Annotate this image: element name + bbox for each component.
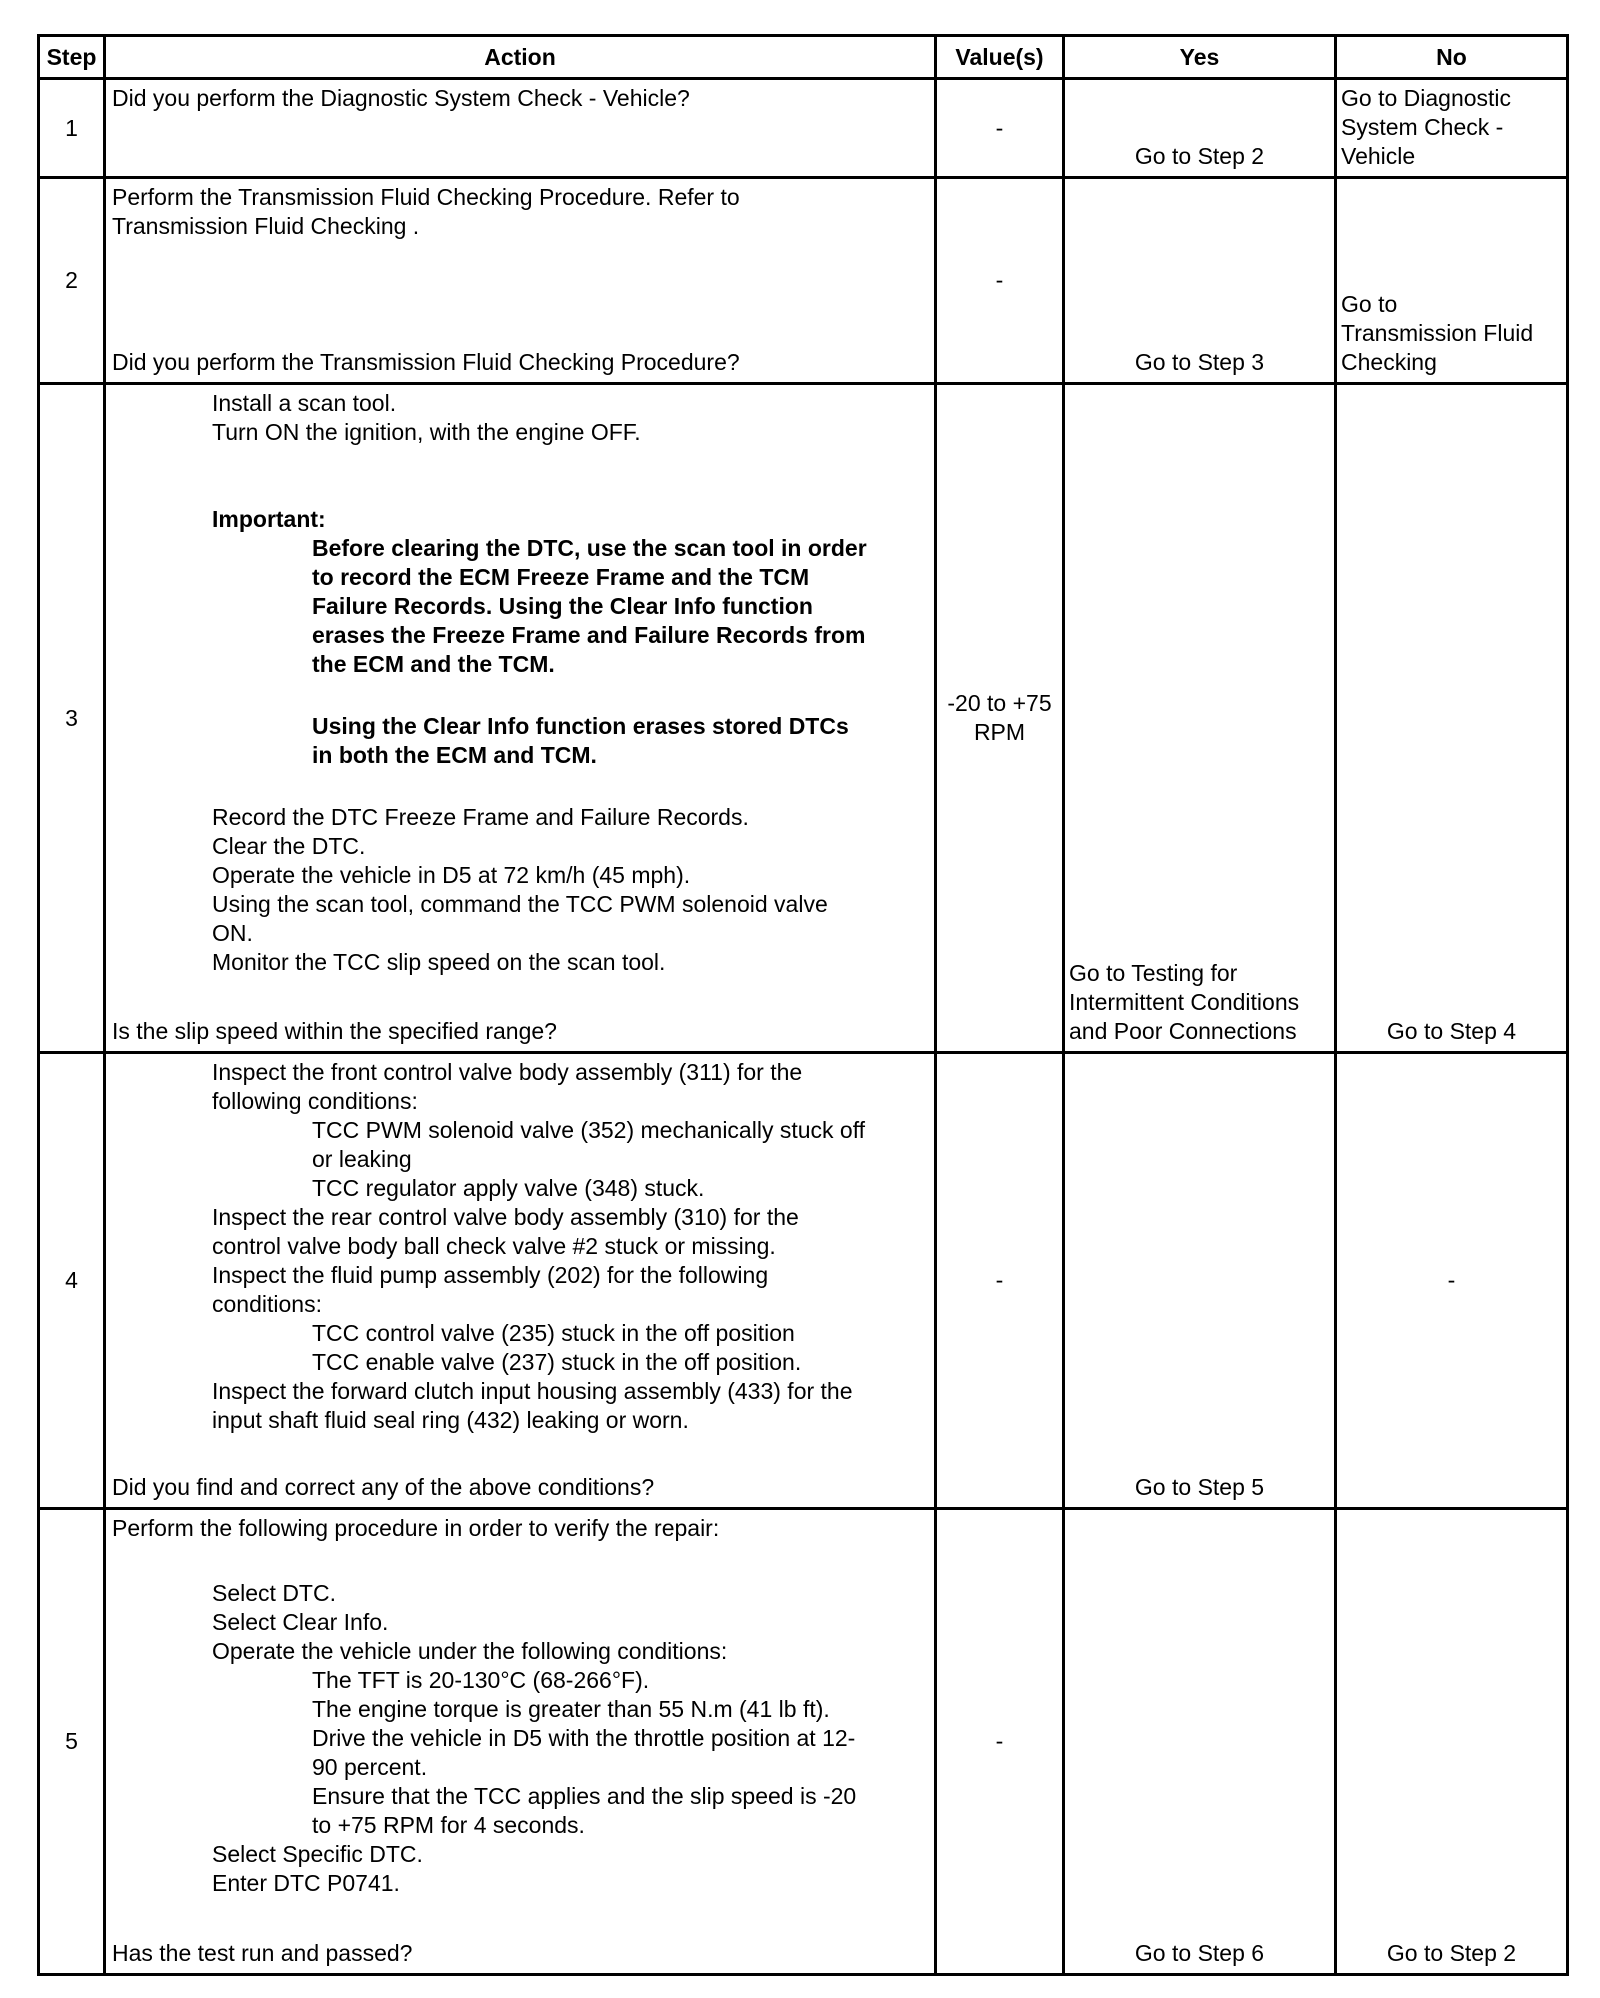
yes-goto: Go to Step 3 — [1134, 349, 1265, 375]
action-intro: Perform the Transmission Fluid Checking Procedure. Refer to — [112, 184, 740, 210]
header-no: No — [1336, 36, 1568, 79]
table-row-step-4 — [39, 1053, 1568, 1509]
yes-goto: Go to Step 6 — [1134, 1940, 1265, 1966]
no-cell — [1336, 79, 1568, 178]
action-substep: The engine torque is greater than 55 N.m (41 lb ft). — [312, 1696, 830, 1722]
action-step: input shaft fluid seal ring (432) leaking or worn. — [212, 1407, 689, 1433]
important-label: Important: — [212, 506, 326, 532]
action-intro: Transmission Fluid Checking . — [112, 213, 420, 239]
action-substep: TCC PWM solenoid valve (352) mechanically stuck off — [312, 1117, 866, 1143]
yes-cell — [1064, 178, 1336, 384]
action-cell — [105, 178, 936, 384]
action-step: Inspect the rear control valve body assembly (310) for the — [212, 1204, 799, 1230]
value-cell: - — [936, 1509, 1064, 1975]
value-unit: RPM — [973, 719, 1026, 745]
action-step: Inspect the forward clutch input housing assembly (433) for the — [212, 1378, 853, 1404]
no-goto-line: Go to Diagnostic — [1341, 85, 1512, 111]
action-step: Record the DTC Freeze Frame and Failure Records. — [212, 804, 749, 830]
action-intro: Perform the following procedure in order to verify the repair: — [112, 1515, 720, 1541]
yes-goto: Go to Step 5 — [1134, 1474, 1265, 1500]
yes-cell — [1064, 1053, 1336, 1509]
action-substep: to +75 RPM for 4 seconds. — [312, 1812, 585, 1838]
no-cell — [1336, 178, 1568, 384]
important-text: Using the Clear Info function erases stored DTCs — [312, 713, 849, 739]
yes-goto-line: and Poor Connections — [1069, 1018, 1297, 1044]
action-step: following conditions: — [212, 1088, 418, 1114]
action-question: Did you perform the Diagnostic System Check - Vehicle? — [112, 85, 690, 111]
action-step: Select DTC. — [212, 1580, 336, 1606]
important-text: the ECM and the TCM. — [312, 651, 555, 677]
action-substep: TCC enable valve (237) stuck in the off position. — [312, 1349, 802, 1375]
no-cell — [1336, 384, 1568, 1053]
action-substep: TCC regulator apply valve (348) stuck. — [312, 1175, 705, 1201]
value-cell: - — [936, 178, 1064, 384]
table-row-step-3 — [39, 384, 1568, 1053]
yes-goto: Go to Step 2 — [1134, 143, 1265, 169]
action-step: Operate the vehicle in D5 at 72 km/h (45 mph). — [212, 862, 691, 888]
important-text: Failure Records. Using the Clear Info function — [312, 593, 813, 619]
no-goto-line: Checking — [1341, 349, 1437, 375]
step-number: 2 — [39, 178, 105, 384]
header-step: Step — [39, 36, 105, 79]
header-yes: Yes — [1064, 36, 1336, 79]
action-step: Clear the DTC. — [212, 833, 366, 859]
action-substep: TCC control valve (235) stuck in the off position — [312, 1320, 795, 1346]
action-step: conditions: — [212, 1291, 322, 1317]
action-step: Install a scan tool. — [212, 390, 397, 416]
step-number: 3 — [39, 384, 105, 1053]
action-step: Inspect the fluid pump assembly (202) for the following — [212, 1262, 769, 1288]
action-step: Inspect the front control valve body assembly (311) for the — [212, 1059, 803, 1085]
action-question: Did you find and correct any of the above conditions? — [112, 1474, 655, 1500]
step-number: 1 — [39, 79, 105, 178]
diagnostic-table — [37, 34, 1569, 1976]
yes-goto-line: Go to Testing for — [1069, 960, 1238, 986]
no-goto — [1341, 290, 1533, 377]
value-cell: - — [936, 79, 1064, 178]
no-goto-line: Vehicle — [1341, 143, 1416, 169]
yes-cell — [1064, 79, 1336, 178]
action-substep: Ensure that the TCC applies and the slip speed is -20 — [312, 1783, 857, 1809]
action-cell — [105, 384, 936, 1053]
action-step: ON. — [212, 920, 253, 946]
no-cell — [1336, 1509, 1568, 1975]
action-step: Select Clear Info. — [212, 1609, 389, 1635]
no-cell: - — [1336, 1053, 1568, 1509]
action-cell — [105, 1053, 936, 1509]
yes-goto — [1069, 959, 1299, 1046]
action-question: Is the slip speed within the specified range? — [112, 1018, 557, 1044]
header-values: Value(s) — [936, 36, 1064, 79]
header-row — [39, 36, 1568, 79]
action-step: Turn ON the ignition, with the engine OFF. — [212, 419, 641, 445]
no-goto: Go to Step 2 — [1386, 1940, 1517, 1966]
no-goto-line: Go to — [1341, 291, 1398, 317]
action-step: Monitor the TCC slip speed on the scan tool. — [212, 949, 666, 975]
yes-cell — [1064, 1509, 1336, 1975]
value-cell: - — [936, 1053, 1064, 1509]
no-goto-line: System Check - — [1341, 114, 1504, 140]
action-substep: Drive the vehicle in D5 with the throttle position at 12- — [312, 1725, 856, 1751]
action-substep: The TFT is 20-130°C (68-266°F). — [312, 1667, 650, 1693]
important-text: in both the ECM and TCM. — [312, 742, 597, 768]
important-text: to record the ECM Freeze Frame and the TCM — [312, 564, 810, 590]
action-cell — [105, 79, 936, 178]
table-row-step-1 — [39, 79, 1568, 178]
action-step: Select Specific DTC. — [212, 1841, 423, 1867]
table-row-step-5 — [39, 1509, 1568, 1975]
step-number: 4 — [39, 1053, 105, 1509]
action-substep: 90 percent. — [312, 1754, 428, 1780]
yes-cell — [1064, 384, 1336, 1053]
action-step: Operate the vehicle under the following conditions: — [212, 1638, 728, 1664]
action-substep: or leaking — [312, 1146, 412, 1172]
header-action: Action — [105, 36, 936, 79]
no-goto: Go to Step 4 — [1386, 1018, 1517, 1044]
important-text: erases the Freeze Frame and Failure Records from — [312, 622, 866, 648]
action-cell — [105, 1509, 936, 1975]
action-question: Has the test run and passed? — [112, 1940, 413, 1966]
action-step: Enter DTC P0741. — [212, 1870, 400, 1896]
important-text: Before clearing the DTC, use the scan tool in order — [312, 535, 867, 561]
table-row-step-2 — [39, 178, 1568, 384]
action-step: Using the scan tool, command the TCC PWM solenoid valve — [212, 891, 828, 917]
value-cell — [936, 384, 1064, 1053]
yes-goto-line: Intermittent Conditions — [1069, 989, 1300, 1015]
action-step: control valve body ball check valve #2 stuck or missing. — [212, 1233, 776, 1259]
value-range: -20 to +75 — [947, 690, 1052, 716]
no-goto-line: Transmission Fluid — [1341, 320, 1534, 346]
step-number: 5 — [39, 1509, 105, 1975]
action-question: Did you perform the Transmission Fluid Checking Procedure? — [112, 349, 740, 375]
